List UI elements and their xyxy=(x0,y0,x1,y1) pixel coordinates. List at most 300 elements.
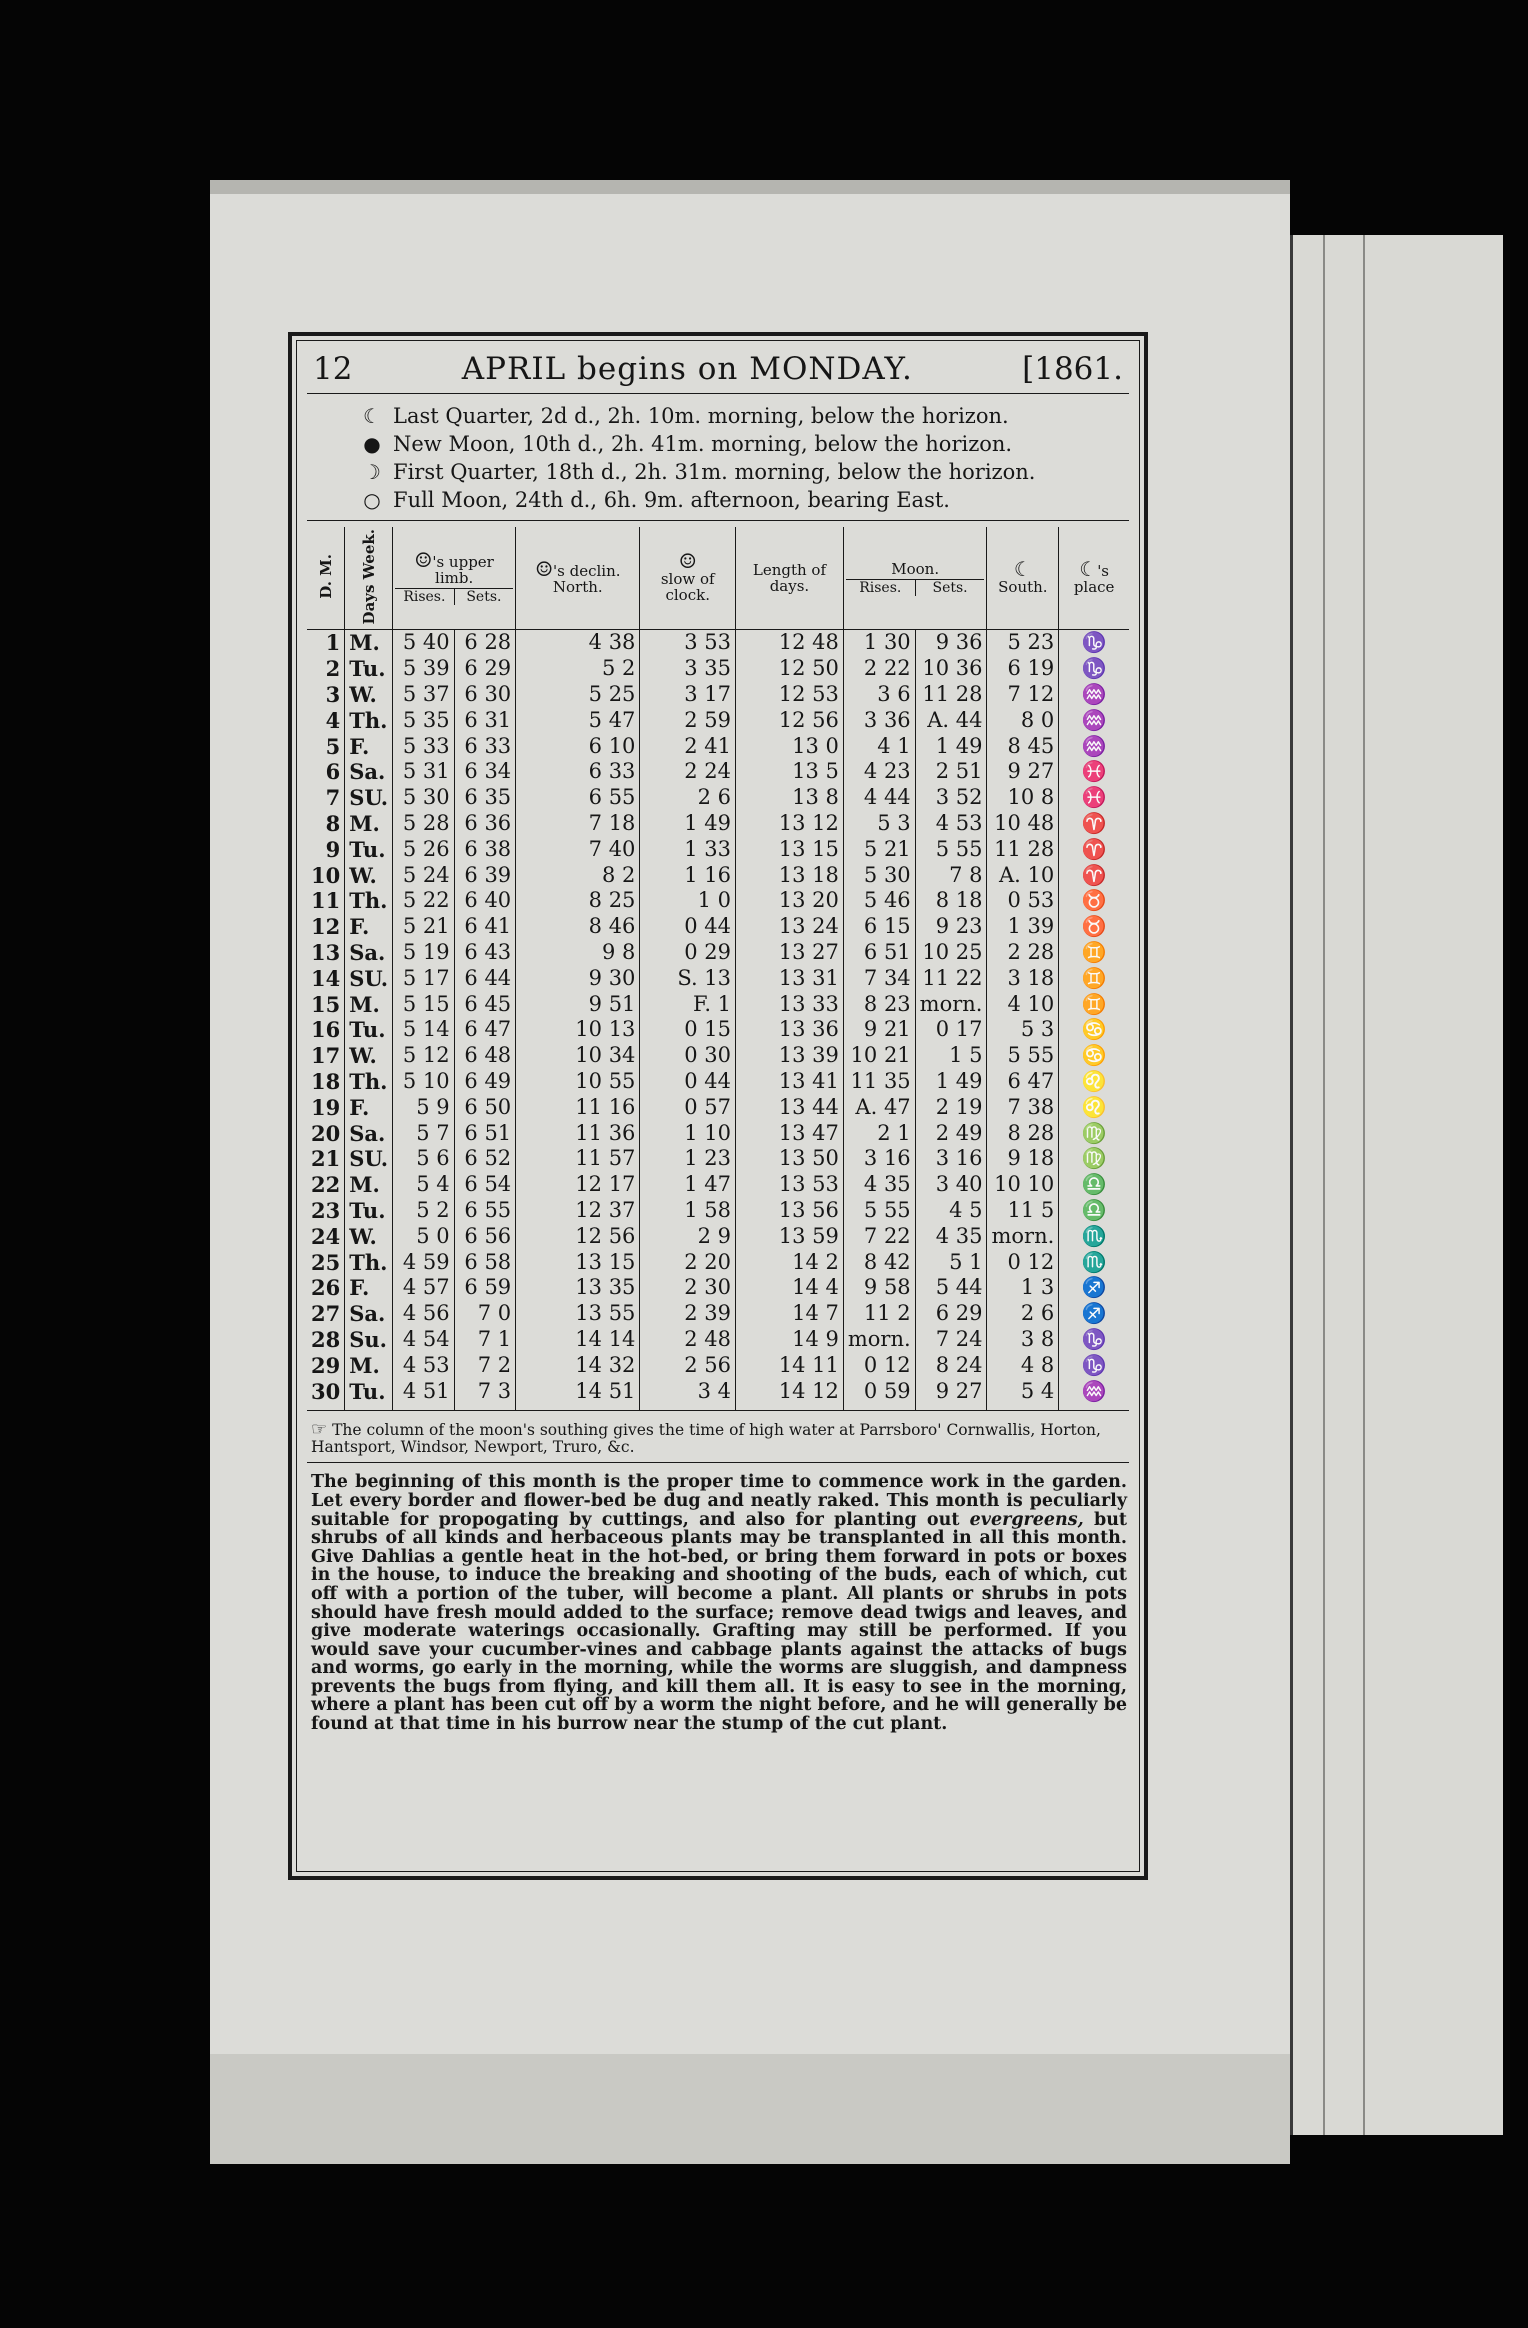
table-cell: 11 5 xyxy=(987,1198,1059,1224)
table-row xyxy=(307,759,1129,785)
table-cell: 29 xyxy=(311,1352,341,1378)
zodiac-sign-icon: ♉ xyxy=(1059,888,1129,914)
table-cell: 2 20 xyxy=(640,1250,736,1276)
table-row xyxy=(307,1379,1129,1411)
table-cell: 8 24 xyxy=(915,1353,987,1379)
table-cell: 14 14 xyxy=(516,1327,640,1353)
phase-line xyxy=(357,486,1129,514)
table-cell: 6 55 xyxy=(454,1198,516,1224)
table-cell: 13 39 xyxy=(736,1043,844,1069)
table-cell: 2 19 xyxy=(915,1095,987,1121)
table-cell: 5 24 xyxy=(393,863,455,889)
table-cell: 9 21 xyxy=(843,1017,915,1043)
table-row xyxy=(307,1146,1129,1172)
table-cell: 3 18 xyxy=(987,966,1059,992)
table-cell: 13 0 xyxy=(736,734,844,760)
gardening-paragraph: The beginning of this month is the proper time to commence work in the garden. Let every border and flower-bed be dug and neatly raked. This month is peculiarly suitable for propogating by cuttings, and also for planting out evergreens, but shrubs of all kinds and herbaceous plants may be transplanted in all this month. Give Dahlias a gentle heat in the hot-bed, or bring them forward in pots or boxes in the house, to induce the breaking and shooting of the buds, each of which, cut off with a portion of the tuber, will become a plant. All plants or shrubs in pots should have fresh mould added to the surface; remove dead twigs and leaves, and give moderate waterings occasionally. Grafting may still be performed. If you would save your cucumber-vines and cabbage plants against the attacks of bugs and worms, go early in the morning, while the worms are sluggish, and dampness prevents the bugs from flying, and kill them all. It is easy to see in the morning, where a plant has been cut off by a worm the night before, and he will generally be found at that time in his burrow near the stump of the cut plant. xyxy=(311,1472,1128,1735)
table-cell: 6 19 xyxy=(987,656,1059,682)
table-cell: 5 44 xyxy=(915,1275,987,1301)
table-cell: 13 35 xyxy=(516,1275,640,1301)
table-cell: 13 44 xyxy=(736,1095,844,1121)
table-cell: 5 4 xyxy=(987,1379,1059,1411)
table-cell: 3 36 xyxy=(843,708,915,734)
table-cell: 10 10 xyxy=(987,1172,1059,1198)
col-slow-clock: ☺ slow of clock. xyxy=(640,527,736,630)
table-cell: 5 10 xyxy=(393,1069,455,1095)
table-cell: 5 4 xyxy=(393,1172,455,1198)
table-cell: morn. xyxy=(987,1224,1059,1250)
col-moon-south: ☾ South. xyxy=(987,527,1059,630)
table-cell: 4 44 xyxy=(843,785,915,811)
table-cell: 4 35 xyxy=(843,1172,915,1198)
table-cell: 9 18 xyxy=(987,1146,1059,1172)
table-cell: 6 29 xyxy=(915,1301,987,1327)
table-cell: 14 9 xyxy=(736,1327,844,1353)
zodiac-sign-icon: ♌ xyxy=(1059,1095,1129,1121)
sun-face-icon: ☺ xyxy=(535,557,554,582)
table-cell: Tu. xyxy=(345,1017,393,1043)
table-row xyxy=(307,1198,1129,1224)
table-cell: morn. xyxy=(843,1327,915,1353)
table-cell: 7 40 xyxy=(516,837,640,863)
table-cell: 4 51 xyxy=(393,1379,455,1411)
table-cell: 10 8 xyxy=(987,785,1059,811)
table-cell: 6 35 xyxy=(454,785,516,811)
table-cell: M. xyxy=(345,992,393,1018)
table-cell: Tu. xyxy=(345,837,393,863)
table-cell: 2 59 xyxy=(640,708,736,734)
col-moon: Moon. Rises. Sets. xyxy=(843,527,987,630)
table-cell: 22 xyxy=(311,1172,341,1198)
table-cell: 13 24 xyxy=(736,914,844,940)
table-cell: 13 55 xyxy=(516,1301,640,1327)
table-cell: 7 12 xyxy=(987,682,1059,708)
table-row xyxy=(307,940,1129,966)
table-cell: 5 33 xyxy=(393,734,455,760)
table-cell: 2 6 xyxy=(987,1301,1059,1327)
table-cell: 5 55 xyxy=(843,1198,915,1224)
table-cell: 13 20 xyxy=(736,888,844,914)
table-cell: 6 59 xyxy=(454,1275,516,1301)
table-cell: 16 xyxy=(311,1017,341,1043)
table-row xyxy=(307,656,1129,682)
table-row xyxy=(307,1043,1129,1069)
table-cell: 6 45 xyxy=(454,992,516,1018)
table-cell: 4 5 xyxy=(915,1198,987,1224)
table-cell: 6 33 xyxy=(454,734,516,760)
table-cell: 6 38 xyxy=(454,837,516,863)
table-cell: 1 16 xyxy=(640,863,736,889)
table-cell: 9 58 xyxy=(843,1275,915,1301)
table-cell: 7 24 xyxy=(915,1327,987,1353)
table-cell: SU. xyxy=(345,785,393,811)
table-cell: 7 2 xyxy=(454,1353,516,1379)
table-cell: 8 2 xyxy=(516,863,640,889)
table-cell: Su. xyxy=(345,1327,393,1353)
table-cell: 14 4 xyxy=(736,1275,844,1301)
table-cell: A. 47 xyxy=(843,1095,915,1121)
table-cell: 3 6 xyxy=(843,682,915,708)
table-cell: 12 17 xyxy=(516,1172,640,1198)
table-cell: 7 xyxy=(325,785,341,811)
table-cell: 13 53 xyxy=(736,1172,844,1198)
table-cell: 1 xyxy=(325,630,341,656)
table-cell: 8 23 xyxy=(843,992,915,1018)
table-cell: 1 30 xyxy=(843,630,915,656)
zodiac-sign-icon: ♈ xyxy=(1059,811,1129,837)
table-cell: 4 8 xyxy=(987,1353,1059,1379)
table-cell: 5 55 xyxy=(915,837,987,863)
table-cell: 14 11 xyxy=(736,1353,844,1379)
table-cell: 23 xyxy=(311,1197,341,1223)
table-cell: 0 53 xyxy=(987,888,1059,914)
table-row xyxy=(307,888,1129,914)
table-cell: 24 xyxy=(311,1223,341,1249)
table-cell: 10 48 xyxy=(987,811,1059,837)
table-cell: 2 41 xyxy=(640,734,736,760)
table-cell: 11 28 xyxy=(987,837,1059,863)
table-cell: 12 37 xyxy=(516,1198,640,1224)
table-cell: 4 38 xyxy=(516,630,640,656)
year: [1861. xyxy=(1022,351,1123,387)
table-cell: 13 xyxy=(311,940,341,965)
table-cell: 25 xyxy=(311,1249,341,1275)
table-cell: 2 48 xyxy=(640,1327,736,1353)
table-cell: 5 31 xyxy=(393,759,455,785)
note-text: The column of the moon's southing gives the time of high water at Parrsboro' Cornwallis, Horton, Hantsport, Windsor, Newport, Truro, &c. xyxy=(311,1421,1101,1457)
table-cell: 2 6 xyxy=(640,785,736,811)
zodiac-sign-icon: ♋ xyxy=(1059,1043,1129,1069)
table-cell: 4 53 xyxy=(393,1353,455,1379)
table-cell: M. xyxy=(345,1172,393,1198)
table-cell: 0 17 xyxy=(915,1017,987,1043)
zodiac-sign-icon: ♒ xyxy=(1059,1379,1129,1411)
table-cell: 5 0 xyxy=(393,1224,455,1250)
table-cell: 7 8 xyxy=(915,863,987,889)
table-cell: 11 57 xyxy=(516,1146,640,1172)
table-cell: W. xyxy=(345,1043,393,1069)
table-cell: 7 34 xyxy=(843,966,915,992)
table-cell: A. 44 xyxy=(915,708,987,734)
table-cell: 26 xyxy=(311,1275,341,1301)
table-cell: 6 48 xyxy=(454,1043,516,1069)
table-cell: 5 22 xyxy=(393,888,455,914)
table-cell: 9 8 xyxy=(516,940,640,966)
zodiac-sign-icon: ♎ xyxy=(1059,1172,1129,1198)
col-day-month: D. M. xyxy=(307,527,345,630)
table-cell: 5 26 xyxy=(393,837,455,863)
table-cell: 0 12 xyxy=(843,1353,915,1379)
phase-text: Full Moon, 24th d., 6h. 9m. afternoon, bearing East. xyxy=(393,488,950,512)
table-cell: 10 25 xyxy=(915,940,987,966)
table-cell: 5 28 xyxy=(393,811,455,837)
table-cell: 9 27 xyxy=(987,759,1059,785)
table-row xyxy=(307,1353,1129,1379)
table-cell: 2 39 xyxy=(640,1301,736,1327)
table-cell: 7 3 xyxy=(454,1379,516,1411)
table-cell: 1 49 xyxy=(640,811,736,837)
table-cell: 5 3 xyxy=(843,811,915,837)
table-row xyxy=(307,966,1129,992)
table-cell: A. 10 xyxy=(987,863,1059,889)
table-row xyxy=(307,1172,1129,1198)
table-cell: 6 54 xyxy=(454,1172,516,1198)
table-cell: 3 40 xyxy=(915,1172,987,1198)
table-cell: 6 56 xyxy=(454,1224,516,1250)
table-cell: F. xyxy=(345,1095,393,1121)
table-row xyxy=(307,1121,1129,1147)
table-cell: 28 xyxy=(311,1326,341,1352)
table-cell: 4 59 xyxy=(393,1250,455,1276)
zodiac-sign-icon: ♉ xyxy=(1059,914,1129,940)
table-cell: 2 xyxy=(325,656,341,682)
table-cell: W. xyxy=(345,1224,393,1250)
table-cell: 6 28 xyxy=(454,630,516,656)
table-cell: 1 5 xyxy=(915,1043,987,1069)
table-cell: S. 13 xyxy=(640,966,736,992)
table-cell: 13 56 xyxy=(736,1198,844,1224)
table-cell: 2 56 xyxy=(640,1353,736,1379)
col-day-week: Days Week. xyxy=(345,527,393,630)
table-cell: 6 41 xyxy=(454,914,516,940)
table-cell: 11 16 xyxy=(516,1095,640,1121)
table-cell: 5 37 xyxy=(393,682,455,708)
table-cell: SU. xyxy=(345,1146,393,1172)
table-row xyxy=(307,992,1129,1018)
table-cell: 2 22 xyxy=(843,656,915,682)
table-cell: Th. xyxy=(345,888,393,914)
table-cell: 6 40 xyxy=(454,888,516,914)
table-cell: SU. xyxy=(345,966,393,992)
table-cell: 14 xyxy=(311,965,341,991)
table-cell: 5 19 xyxy=(393,940,455,966)
table-cell: 0 12 xyxy=(987,1250,1059,1276)
zodiac-sign-icon: ♒ xyxy=(1059,734,1129,760)
table-cell: 1 10 xyxy=(640,1121,736,1147)
table-cell: 1 0 xyxy=(640,888,736,914)
table-cell: 5 30 xyxy=(393,785,455,811)
table-cell: 12 50 xyxy=(736,656,844,682)
table-cell: 13 12 xyxy=(736,811,844,837)
table-cell: 19 xyxy=(311,1094,341,1120)
table-cell: 11 35 xyxy=(843,1069,915,1095)
table-cell: 4 23 xyxy=(843,759,915,785)
table-cell: 6 34 xyxy=(454,759,516,785)
table-cell: 14 32 xyxy=(516,1353,640,1379)
table-cell: 10 34 xyxy=(516,1043,640,1069)
zodiac-sign-icon: ♍ xyxy=(1059,1146,1129,1172)
table-cell: 7 22 xyxy=(843,1224,915,1250)
table-cell: Sa. xyxy=(345,1301,393,1327)
table-cell: 5 55 xyxy=(987,1043,1059,1069)
table-cell: 13 8 xyxy=(736,785,844,811)
table-cell: 4 56 xyxy=(393,1301,455,1327)
zodiac-sign-icon: ♐ xyxy=(1059,1275,1129,1301)
table-cell: 2 49 xyxy=(915,1121,987,1147)
table-cell: 6 15 xyxy=(843,914,915,940)
zodiac-sign-icon: ♑ xyxy=(1059,630,1129,656)
table-row xyxy=(307,682,1129,708)
table-cell: 7 0 xyxy=(454,1301,516,1327)
table-row xyxy=(307,1224,1129,1250)
zodiac-sign-icon: ♊ xyxy=(1059,940,1129,966)
table-cell: 5 21 xyxy=(393,914,455,940)
pointing-hand-icon: ☞ xyxy=(311,1419,328,1441)
zodiac-sign-icon: ♌ xyxy=(1059,1069,1129,1095)
table-cell: 11 28 xyxy=(915,682,987,708)
table-cell: 9 36 xyxy=(915,630,987,656)
table-cell: 30 xyxy=(307,1379,345,1411)
table-cell: 6 58 xyxy=(454,1250,516,1276)
table-cell: 5 9 xyxy=(393,1095,455,1121)
table-cell: 17 xyxy=(311,1043,341,1069)
table-cell: 6 44 xyxy=(454,966,516,992)
almanac-frame xyxy=(288,332,1148,1880)
table-cell: 11 xyxy=(311,888,341,914)
table-cell: 6 43 xyxy=(454,940,516,966)
table-cell: 13 50 xyxy=(736,1146,844,1172)
table-cell: 10 xyxy=(311,862,341,888)
table-cell: 6 xyxy=(325,759,341,785)
table-cell: 3 8 xyxy=(987,1327,1059,1353)
table-cell: 12 53 xyxy=(736,682,844,708)
table-cell: 5 2 xyxy=(393,1198,455,1224)
table-cell: 1 47 xyxy=(640,1172,736,1198)
table-cell: 5 17 xyxy=(393,966,455,992)
table-cell: 6 29 xyxy=(454,656,516,682)
table-cell: 3 xyxy=(325,682,341,708)
table-cell: F. xyxy=(345,734,393,760)
table-cell: 5 21 xyxy=(843,837,915,863)
table-cell: 27 xyxy=(311,1301,341,1327)
table-row xyxy=(307,1275,1129,1301)
table-cell: 5 7 xyxy=(393,1121,455,1147)
table-cell: Tu. xyxy=(345,1198,393,1224)
table-cell: Sa. xyxy=(345,1121,393,1147)
table-row xyxy=(307,1327,1129,1353)
table-cell: 8 45 xyxy=(987,734,1059,760)
col-moon-place: ☾'s place xyxy=(1059,527,1129,630)
page-number: 12 xyxy=(313,351,353,387)
table-cell: 6 30 xyxy=(454,682,516,708)
table-cell: 7 1 xyxy=(454,1327,516,1353)
table-cell: 0 57 xyxy=(640,1095,736,1121)
table-cell: F. xyxy=(345,914,393,940)
zodiac-sign-icon: ♑ xyxy=(1059,656,1129,682)
table-cell: 6 31 xyxy=(454,708,516,734)
table-row xyxy=(307,837,1129,863)
zodiac-sign-icon: ♈ xyxy=(1059,863,1129,889)
table-cell: 18 xyxy=(311,1068,341,1094)
table-cell: Tu. xyxy=(345,1379,393,1411)
table-cell: Th. xyxy=(345,1069,393,1095)
table-cell: 11 22 xyxy=(915,966,987,992)
table-cell: 10 55 xyxy=(516,1069,640,1095)
table-cell: 5 15 xyxy=(393,992,455,1018)
table-cell: 6 36 xyxy=(454,811,516,837)
table-cell: 1 3 xyxy=(987,1275,1059,1301)
table-cell: 6 10 xyxy=(516,734,640,760)
table-row xyxy=(307,1301,1129,1327)
page-header xyxy=(307,349,1129,394)
table-cell: 8 xyxy=(325,811,341,837)
phase-line xyxy=(357,402,1129,430)
table-cell: 8 42 xyxy=(843,1250,915,1276)
zodiac-sign-icon: ♐ xyxy=(1059,1301,1129,1327)
high-water-note xyxy=(307,1411,1129,1463)
table-row xyxy=(307,1095,1129,1121)
table-cell: 2 24 xyxy=(640,759,736,785)
moon-icon: ☾ xyxy=(1013,557,1032,582)
table-cell: M. xyxy=(345,1353,393,1379)
table-cell: 5 6 xyxy=(393,1146,455,1172)
zodiac-sign-icon: ♏ xyxy=(1059,1250,1129,1276)
table-cell: 3 16 xyxy=(915,1146,987,1172)
sun-face-icon: ☺ xyxy=(414,547,433,572)
table-cell: 1 33 xyxy=(640,837,736,863)
table-cell: 1 49 xyxy=(915,734,987,760)
table-cell: 13 47 xyxy=(736,1121,844,1147)
table-cell: Th. xyxy=(345,1250,393,1276)
table-cell: Th. xyxy=(345,708,393,734)
table-cell: 6 33 xyxy=(516,759,640,785)
table-cell: 14 7 xyxy=(736,1301,844,1327)
table-cell: 13 15 xyxy=(516,1250,640,1276)
table-cell: 3 35 xyxy=(640,656,736,682)
table-cell: 0 59 xyxy=(843,1379,915,1411)
table-cell: 5 1 xyxy=(915,1250,987,1276)
table-cell: 8 25 xyxy=(516,888,640,914)
table-cell: Sa. xyxy=(345,940,393,966)
table-cell: 9 23 xyxy=(915,914,987,940)
table-cell: 6 39 xyxy=(454,863,516,889)
phase-line xyxy=(357,458,1129,486)
table-row xyxy=(307,811,1129,837)
table-cell: 8 28 xyxy=(987,1121,1059,1147)
table-cell: 6 51 xyxy=(843,940,915,966)
table-cell: 4 1 xyxy=(843,734,915,760)
table-cell: 11 36 xyxy=(516,1121,640,1147)
table-cell: 3 16 xyxy=(843,1146,915,1172)
table-row xyxy=(307,734,1129,760)
moon-phases xyxy=(307,394,1129,521)
sun-face-icon: ☺ xyxy=(678,549,697,574)
table-cell: 12 56 xyxy=(736,708,844,734)
table-cell: 14 12 xyxy=(736,1379,844,1411)
zodiac-sign-icon: ♋ xyxy=(1059,1017,1129,1043)
table-cell: M. xyxy=(345,811,393,837)
table-cell: 2 30 xyxy=(640,1275,736,1301)
table-cell: 3 53 xyxy=(640,630,736,656)
table-cell: 8 46 xyxy=(516,914,640,940)
table-cell: 1 49 xyxy=(915,1069,987,1095)
table-cell: 5 40 xyxy=(393,630,455,656)
table-row xyxy=(307,1069,1129,1095)
zodiac-sign-icon: ♒ xyxy=(1059,682,1129,708)
table-cell: 2 9 xyxy=(640,1224,736,1250)
zodiac-sign-icon: ♒ xyxy=(1059,708,1129,734)
col-declination: ☺'s declin. North. xyxy=(516,527,640,630)
table-cell: 9 xyxy=(325,836,341,862)
table-cell: 5 39 xyxy=(393,656,455,682)
table-cell: 5 3 xyxy=(987,1017,1059,1043)
zodiac-sign-icon: ♏ xyxy=(1059,1224,1129,1250)
table-cell: 8 18 xyxy=(915,888,987,914)
zodiac-sign-icon: ♓ xyxy=(1059,785,1129,811)
table-cell: 4 53 xyxy=(915,811,987,837)
table-cell: 12 56 xyxy=(516,1224,640,1250)
table-cell: 13 5 xyxy=(736,759,844,785)
